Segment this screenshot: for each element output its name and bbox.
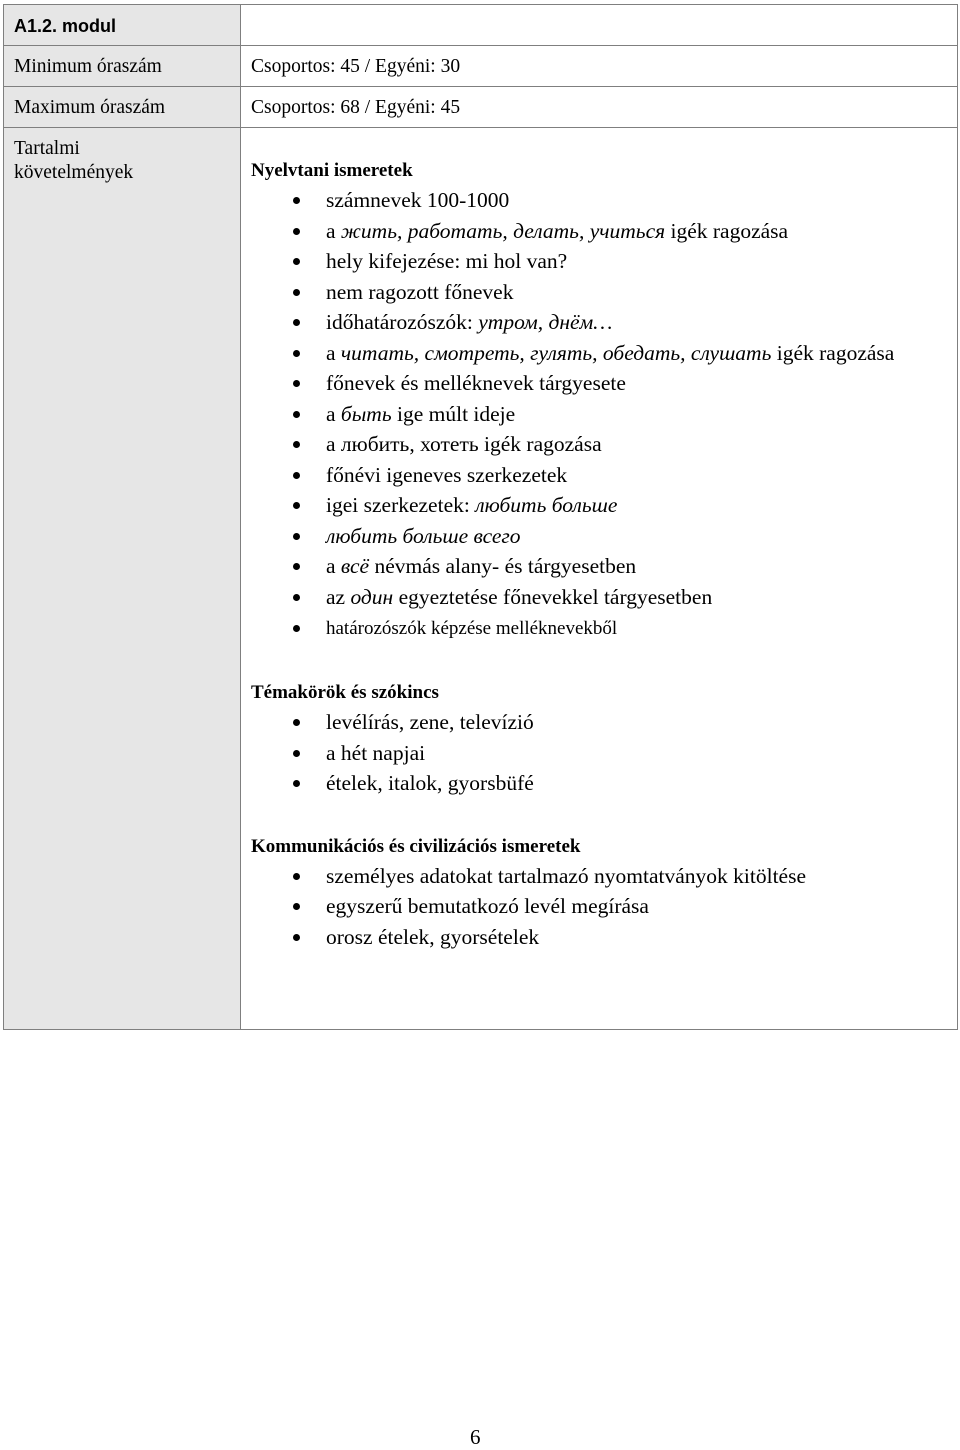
- module-title-row: [4, 5, 958, 46]
- grammar-item: [251, 521, 947, 552]
- grammar-item-italic-text: всё: [340, 554, 370, 578]
- topic-item: ételek, italok, gyorsbüfé: [251, 768, 947, 799]
- communication-section-title: Kommunikációs és civilizációs ismeretek: [251, 835, 581, 857]
- communication-item: orosz ételek, gyorsételek: [251, 922, 947, 953]
- grammar-item-text: ige múlt ideje: [391, 401, 516, 426]
- topic-item: a hét napjai: [251, 738, 947, 769]
- communication-item: egyszerű bemutatkozó levél megírása: [251, 891, 947, 922]
- grammar-item-italic-text: читать, смотреть, гулять, обедать, слушать: [340, 340, 772, 365]
- communication-list: [251, 861, 947, 953]
- grammar-item: [251, 399, 947, 430]
- grammar-item-text: a любить, хотеть igék ragozása: [326, 432, 602, 456]
- min-hours-value: Csoportos: 45 / Egyéni: 30: [251, 56, 461, 77]
- max-hours-row: [4, 87, 958, 128]
- max-hours-label-cell: [4, 87, 241, 128]
- grammar-item: [251, 185, 947, 216]
- grammar-item: [251, 246, 947, 277]
- grammar-item-italic-text: любить больше всего: [326, 523, 521, 548]
- topic-item: levélírás, zene, televízió: [251, 707, 947, 738]
- communication-item: személyes adatokat tartalmazó nyomtatványok kitöltése: [251, 861, 947, 892]
- grammar-item: [251, 277, 947, 308]
- grammar-item-text: igék ragozása: [771, 340, 895, 365]
- module-title-empty-cell: [241, 5, 958, 46]
- min-hours-label: Minimum óraszám: [14, 56, 162, 77]
- grammar-item: [251, 490, 947, 521]
- max-hours-value-cell: [241, 87, 958, 128]
- module-table: [3, 4, 958, 1030]
- grammar-item: [251, 368, 947, 399]
- min-hours-value-cell: [241, 46, 958, 87]
- min-hours-label-cell: [4, 46, 241, 87]
- module-title: A1.2. modul: [14, 16, 117, 36]
- grammar-section-title: Nyelvtani ismeretek: [251, 160, 413, 181]
- grammar-item: [251, 582, 947, 613]
- grammar-item-text: számnevek 100-1000: [326, 188, 510, 212]
- module-title-cell: [4, 5, 241, 46]
- content-requirements-cell: [241, 128, 958, 1030]
- grammar-item-text: névmás alany- és tárgyesetben: [369, 554, 637, 578]
- grammar-item-italic-text: быть: [340, 401, 392, 426]
- topics-section-title: Témakörök és szókincs: [251, 682, 439, 703]
- grammar-item-text: határozószók képzése melléknevekből: [326, 618, 618, 639]
- topics-list: [251, 707, 947, 799]
- grammar-item-text: a: [326, 554, 341, 578]
- grammar-item-text: az: [326, 584, 351, 609]
- max-hours-value: Csoportos: 68 / Egyéni: 45: [251, 97, 461, 118]
- grammar-item-text: igei szerkezetek:: [326, 493, 476, 517]
- grammar-item-italic-text: один: [350, 584, 394, 609]
- grammar-item: [251, 338, 947, 369]
- grammar-item-italic-text: любить больше: [475, 493, 618, 517]
- max-hours-label: Maximum óraszám: [14, 97, 166, 118]
- grammar-item-text: főnévi igeneves szerkezetek: [326, 462, 568, 487]
- content-requirements-label: Tartalmi követelmények: [14, 138, 134, 183]
- grammar-item-text: időhatározószók:: [326, 310, 479, 334]
- grammar-item-text: főnevek és melléknevek tárgyesete: [326, 371, 626, 395]
- grammar-item-text: a: [326, 401, 341, 426]
- content-requirements-row: [4, 128, 958, 1030]
- grammar-item: [251, 307, 947, 338]
- grammar-item: [251, 612, 947, 646]
- grammar-item-text: nem ragozott főnevek: [326, 279, 514, 304]
- page-number: 6: [470, 1425, 481, 1449]
- grammar-item-text: egyeztetése főnevekkel tárgyesetben: [393, 584, 713, 609]
- grammar-item: [251, 429, 947, 460]
- grammar-item: [251, 551, 947, 582]
- grammar-item-text: igék ragozása: [665, 218, 789, 243]
- grammar-item-text: a: [326, 218, 341, 243]
- content-requirements: [241, 128, 957, 952]
- grammar-list: [251, 185, 947, 646]
- min-hours-row: [4, 46, 958, 87]
- grammar-item: [251, 216, 947, 247]
- grammar-item-text: a: [326, 340, 341, 365]
- grammar-item-text: hely kifejezése: mi hol van?: [326, 249, 568, 273]
- content-requirements-label-cell: [4, 128, 241, 1030]
- grammar-item: [251, 460, 947, 491]
- grammar-item-italic-text: жить, работать, делать, учиться: [340, 218, 666, 243]
- grammar-item-italic-text: утром, днём…: [478, 310, 613, 334]
